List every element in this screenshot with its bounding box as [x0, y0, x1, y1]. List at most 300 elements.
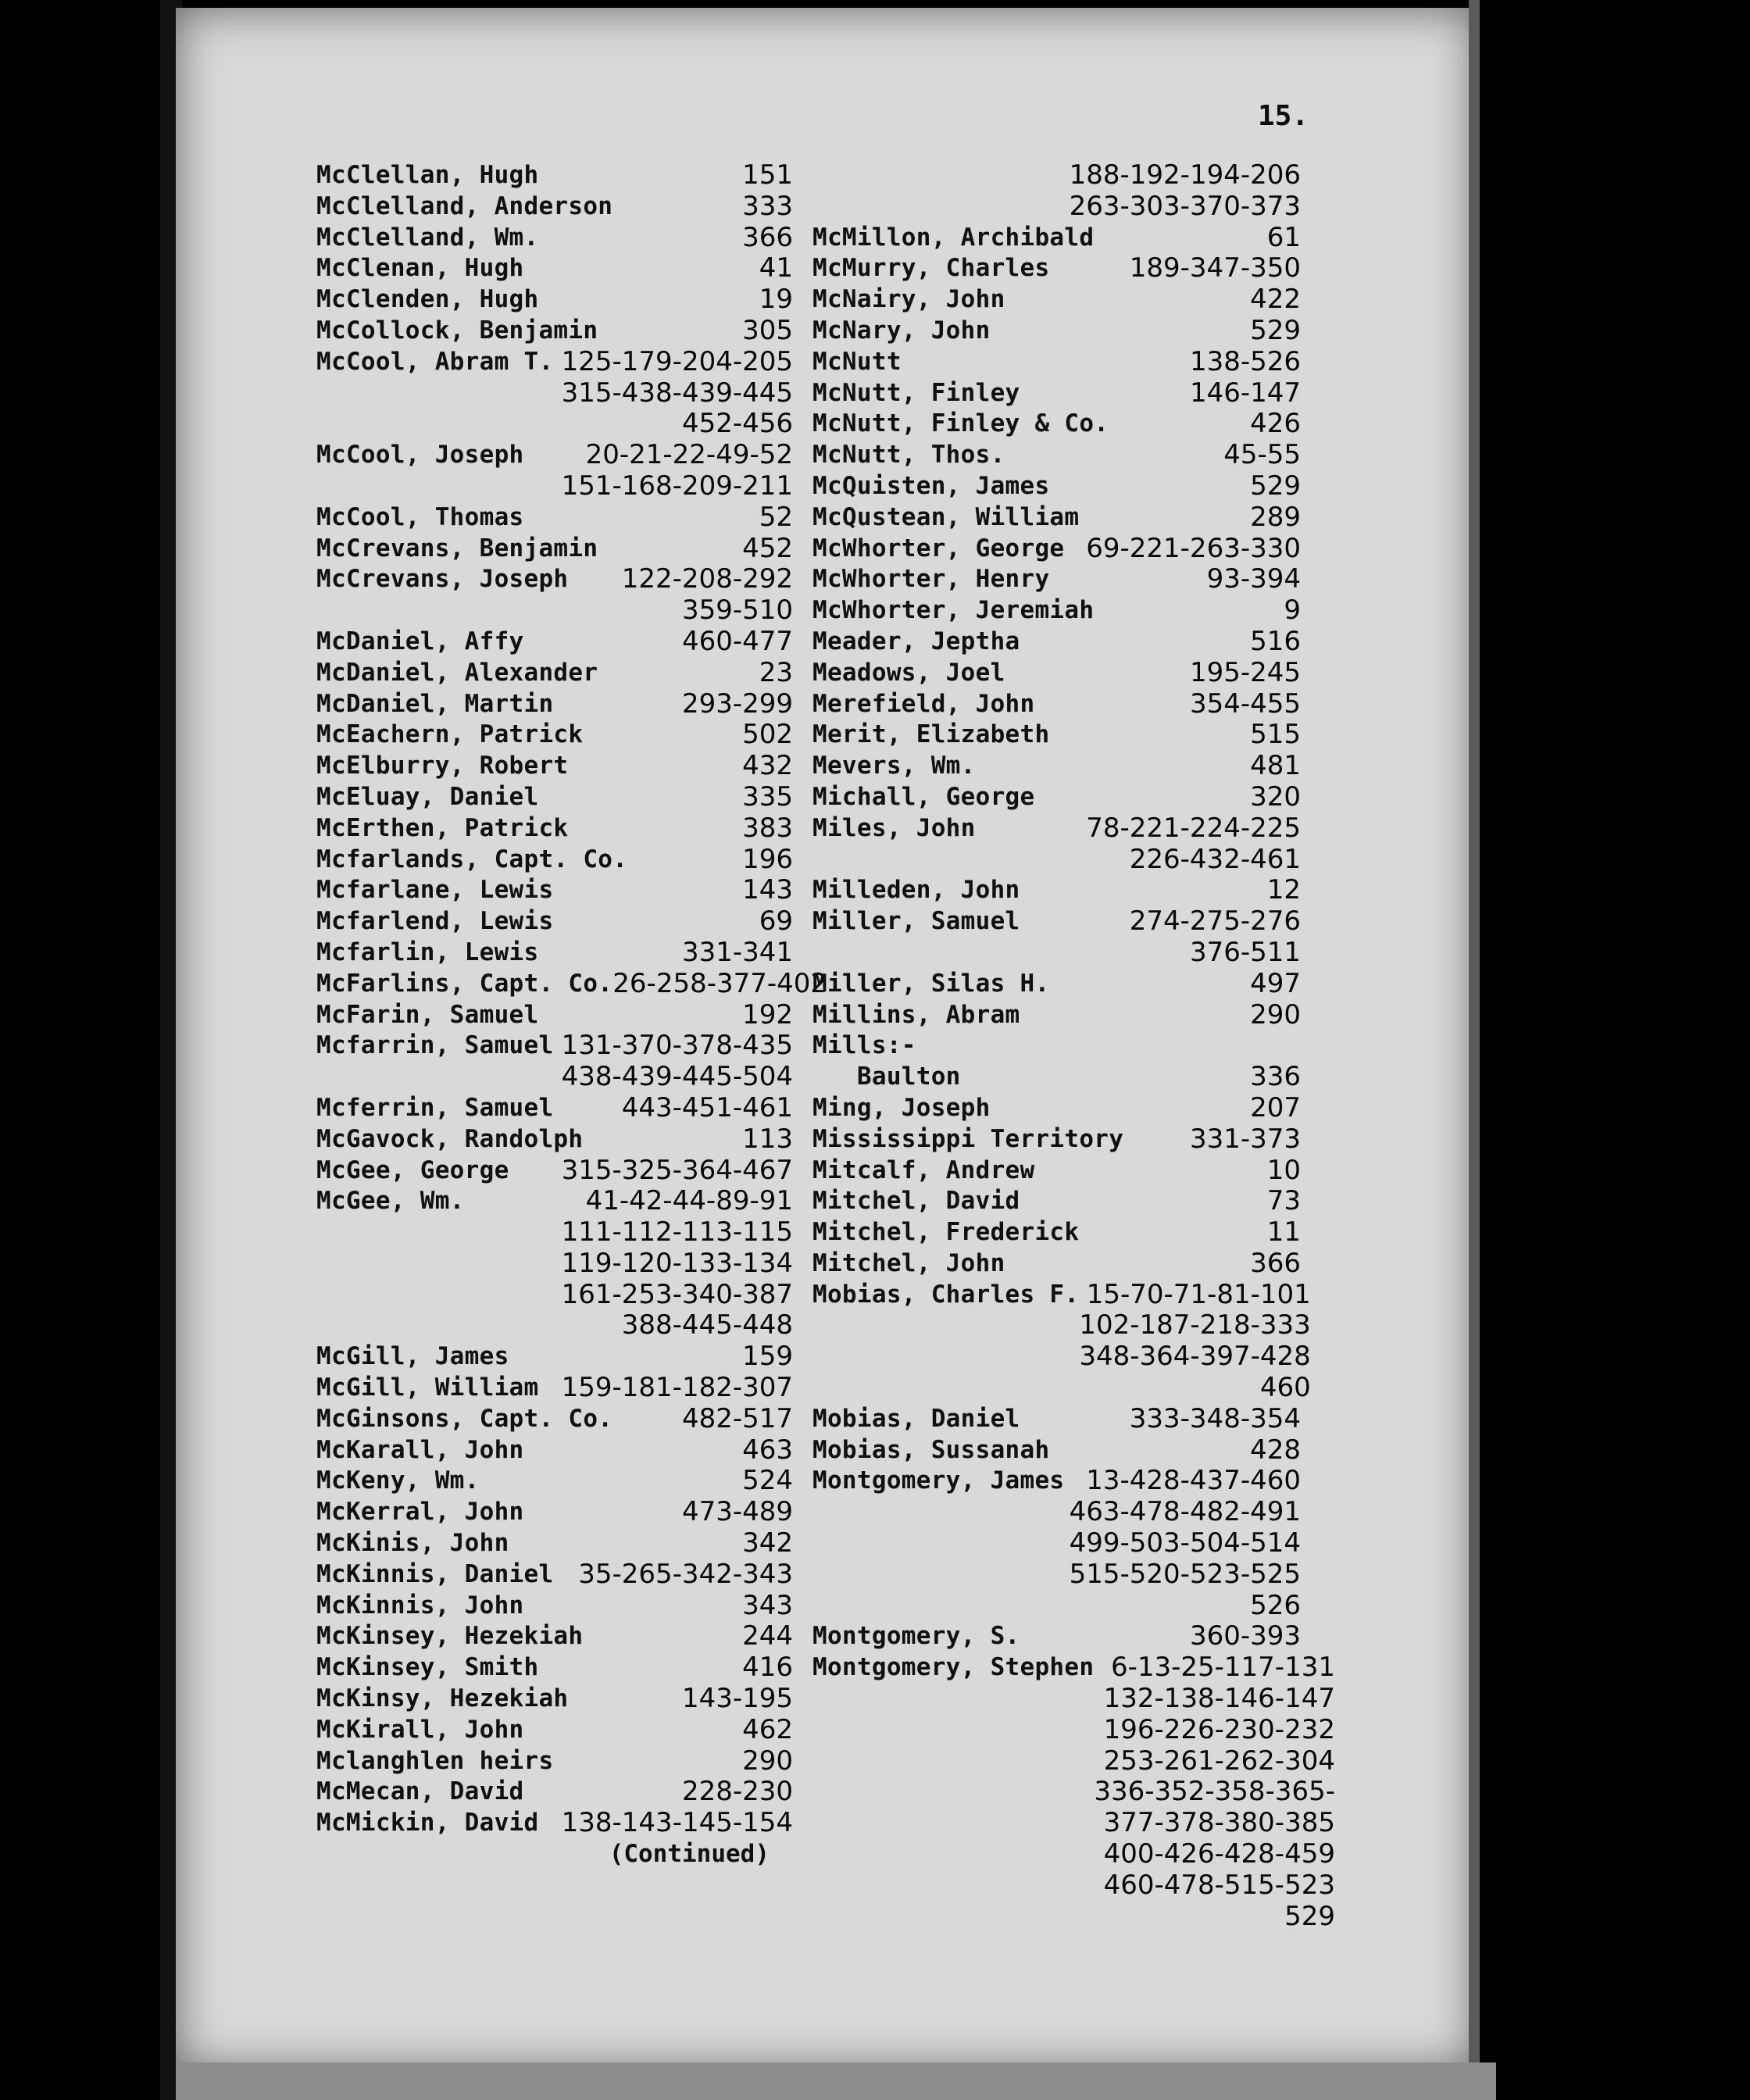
- index-entry: [812, 1000, 1301, 1031]
- entry-pages: [1086, 534, 1301, 565]
- page-references: 263-303-370-373: [1069, 190, 1301, 222]
- entry-pages: [1250, 751, 1301, 782]
- index-entry: [316, 906, 793, 938]
- entry-pages: [682, 1404, 793, 1435]
- page-references: 12: [1266, 874, 1301, 906]
- index-entry: [812, 284, 1301, 316]
- entry-pages: [682, 1684, 793, 1715]
- page-references: 41-42-44-89-91: [585, 1185, 793, 1217]
- entry-pages: [759, 906, 793, 938]
- entry-name: Millins, Abram: [812, 1000, 1020, 1029]
- entry-pages: [742, 534, 793, 565]
- index-entry: [812, 409, 1301, 440]
- entry-pages: [562, 1186, 793, 1341]
- index-entry: [316, 967, 828, 1000]
- index-entry: [316, 1341, 793, 1373]
- entry-name: Montgomery, Stephen: [812, 1653, 1095, 1682]
- page-references: 274-275-276: [1129, 905, 1301, 938]
- entry-pages: [742, 1652, 793, 1684]
- index-entry: [812, 875, 1301, 906]
- entry-name: Mcfarlend, Lewis: [316, 907, 554, 936]
- page-references: 6-13-25-117-131: [1110, 1652, 1335, 1684]
- page-references: 9: [1284, 595, 1301, 627]
- next-page-edge: [176, 2062, 1496, 2100]
- page-references: 529: [1284, 1900, 1335, 1932]
- index-entry: [316, 1559, 793, 1591]
- entry-name: McCool, Joseph: [316, 441, 524, 470]
- entry-name: McKirall, John: [316, 1715, 524, 1744]
- page-references: 515-520-523-525: [1069, 1558, 1301, 1590]
- index-entry: [812, 1124, 1301, 1155]
- entry-pages: [612, 969, 827, 1000]
- page-references: 159-181-182-307: [561, 1372, 793, 1404]
- entry-pages: [742, 720, 793, 751]
- entry-pages: [1250, 1248, 1301, 1280]
- entry-pages: [1250, 1093, 1301, 1124]
- index-entry: [812, 1186, 1301, 1217]
- index-entry: [812, 316, 1301, 347]
- entry-pages: [742, 1466, 793, 1497]
- entry-pages: [562, 1808, 793, 1839]
- index-entry: [316, 1093, 793, 1124]
- entry-pages: [759, 502, 793, 534]
- page-references: 23: [759, 656, 793, 688]
- index-entry: [316, 1373, 793, 1404]
- index-entry: [812, 627, 1301, 658]
- page-references: 400-426-428-459: [1103, 1838, 1335, 1870]
- entry-name: McErthen, Patrick: [316, 813, 569, 842]
- index-entry: [812, 440, 1301, 471]
- page-references: 195-245: [1189, 656, 1301, 688]
- page-references: 161-253-340-387: [561, 1278, 793, 1310]
- index-entry: [812, 502, 1301, 534]
- entry-name: McClellan, Hugh: [316, 161, 539, 189]
- entry-pages: [1070, 1466, 1301, 1621]
- entry-pages: [742, 782, 793, 813]
- page-references: 515: [1250, 719, 1301, 751]
- page-references: 438-439-445-504: [561, 1061, 793, 1093]
- page-references: 226-432-461: [1129, 843, 1301, 875]
- entry-name: Merefield, John: [812, 689, 1035, 718]
- page-references: 207: [1250, 1091, 1301, 1123]
- entry-pages: [742, 191, 793, 223]
- index-entry: [316, 1124, 793, 1155]
- page-references: 146-147: [1189, 377, 1301, 409]
- index-entry: [812, 1652, 1335, 1932]
- entry-pages: [1190, 1124, 1301, 1155]
- index-entry: [812, 720, 1301, 751]
- page-references: 125-179-204-205: [561, 345, 793, 377]
- entry-name: McKinnis, Daniel: [316, 1559, 554, 1588]
- entry-name: McGavock, Randolph: [316, 1124, 584, 1153]
- entry-name: Milleden, John: [812, 876, 1020, 905]
- page-references: 315-438-439-445: [561, 377, 793, 409]
- entry-pages: [1190, 689, 1301, 720]
- entry-name: McNutt, Finley: [812, 378, 1020, 407]
- entry-pages: [1267, 1186, 1301, 1217]
- entry-pages: [1130, 1404, 1301, 1435]
- entry-pages: [562, 1373, 793, 1404]
- page-references: 516: [1250, 625, 1301, 657]
- entry-pages: [1130, 253, 1301, 284]
- index-entry: [812, 1248, 1301, 1280]
- page-references: 228-230: [681, 1776, 793, 1808]
- entry-name: McKinis, John: [316, 1529, 509, 1558]
- entry-pages: [1250, 720, 1301, 751]
- index-entry: [812, 782, 1301, 813]
- page-references: 20-21-22-49-52: [585, 439, 793, 471]
- page-edge: [1469, 0, 1480, 2100]
- entry-name: McKerral, John: [316, 1498, 524, 1527]
- entry-pages: [1086, 813, 1301, 876]
- page-references: 192: [742, 998, 793, 1030]
- index-entry: [812, 595, 1301, 627]
- entry-name: McEluay, Daniel: [316, 782, 539, 811]
- entry-pages: [742, 845, 793, 876]
- page-references: 383: [742, 812, 793, 844]
- entry-pages: [742, 751, 793, 782]
- entry-pages: [1190, 347, 1301, 378]
- entry-name: McKinnis, John: [316, 1591, 524, 1620]
- entry-name: Merit, Elizabeth: [812, 720, 1050, 749]
- entry-pages: [682, 1497, 793, 1528]
- page-references: 35-265-342-343: [578, 1558, 793, 1590]
- page-references: 19: [759, 284, 793, 316]
- page-references: 452: [742, 532, 793, 564]
- index-entry: [316, 658, 793, 689]
- entry-name: McMickin, David: [316, 1809, 539, 1838]
- entry-name: McWhorter, George: [812, 534, 1065, 562]
- page-references: 348-364-397-428: [1079, 1341, 1311, 1373]
- index-entry: [316, 347, 793, 440]
- entry-name: McKinsey, Smith: [316, 1653, 539, 1682]
- page-references: 422: [1250, 284, 1301, 316]
- entry-pages: [1267, 1217, 1301, 1248]
- page-references: 159: [742, 1341, 793, 1373]
- entry-name: McNairy, John: [812, 285, 1005, 314]
- page-references: 428: [1250, 1434, 1301, 1466]
- page-references: 452-456: [681, 408, 793, 440]
- index-entry: [316, 1684, 793, 1715]
- page-references: 359-510: [681, 595, 793, 627]
- index-entry: [316, 627, 793, 658]
- index-entry: [316, 1746, 793, 1777]
- index-entry: [316, 1715, 793, 1746]
- page-references: 331-373: [1189, 1123, 1301, 1155]
- index-entry: [316, 440, 793, 502]
- entry-name: McCool, Abram T.: [316, 347, 554, 376]
- entry-name: McKinsy, Hezekiah: [316, 1684, 569, 1713]
- page-references: 333: [742, 190, 793, 222]
- entry-name: McMecan, David: [316, 1777, 524, 1806]
- index-entry: [316, 1591, 793, 1622]
- page-references: 196-226-230-232: [1103, 1713, 1335, 1745]
- index-entry: [316, 1528, 793, 1559]
- entry-name: Mcferrin, Samuel: [316, 1093, 554, 1122]
- entry-pages: [1190, 658, 1301, 689]
- entry-pages: [742, 1000, 793, 1031]
- index-entry: [812, 534, 1301, 565]
- page-references: 526: [1250, 1589, 1301, 1621]
- index-entry: [812, 1404, 1301, 1435]
- entry-name: Miller, Samuel: [812, 907, 1020, 936]
- entry-name: McNary, John: [812, 316, 991, 345]
- index-entry: [812, 347, 1301, 378]
- entry-name: Montgomery, James: [812, 1466, 1065, 1495]
- left-index-column: [316, 159, 828, 1870]
- index-entry: [316, 191, 793, 223]
- entry-name: Mitchel, David: [812, 1187, 1020, 1216]
- entry-pages: [742, 813, 793, 845]
- entry-name: McElburry, Robert: [316, 752, 569, 780]
- page-references: 188-192-194-206: [1069, 159, 1301, 191]
- page-references: 481: [1250, 750, 1301, 782]
- page-references: 482-517: [681, 1402, 793, 1434]
- page-references: 131-370-378-435: [561, 1030, 793, 1062]
- page-references: 333-348-354: [1129, 1402, 1301, 1434]
- index-entry: [316, 223, 793, 254]
- entry-name: McFarin, Samuel: [316, 1000, 539, 1029]
- entry-name: Meadows, Joel: [812, 658, 1005, 687]
- page-references: 460: [1259, 1372, 1311, 1404]
- page-references: 432: [742, 750, 793, 782]
- index-entry: [316, 1030, 793, 1093]
- page-references: 426: [1250, 408, 1301, 440]
- entry-name: McFarlins, Capt. Co.: [316, 969, 613, 998]
- index-entry: [812, 471, 1301, 502]
- right-index-column: [812, 159, 1335, 1932]
- page-references: 41: [759, 252, 793, 284]
- entry-pages: [759, 284, 793, 316]
- entry-pages: [1190, 1621, 1301, 1652]
- entry-name: McMillon, Archibald: [812, 223, 1095, 252]
- page-references: 320: [1250, 780, 1301, 812]
- page-references: 335: [742, 780, 793, 812]
- page-references: 138-143-145-154: [561, 1807, 793, 1839]
- entry-pages: [742, 1715, 793, 1746]
- entry-name: Mcfarlands, Capt. Co.: [316, 845, 628, 873]
- entry-name: Mcfarlane, Lewis: [316, 876, 554, 905]
- page-number: 15.: [1258, 100, 1309, 132]
- page-references: 290: [1250, 998, 1301, 1030]
- entry-pages: [742, 1435, 793, 1466]
- page-references: 122-208-292: [621, 563, 793, 595]
- index-entry: [812, 751, 1301, 782]
- page-references: 69-221-263-330: [1086, 532, 1301, 564]
- entry-name: Mobias, Sussanah: [812, 1435, 1050, 1464]
- page-references: 61: [1266, 221, 1301, 253]
- entry-pages: [742, 160, 793, 191]
- page-references: 93-394: [1206, 563, 1301, 595]
- index-entry: [812, 689, 1301, 720]
- entry-pages: [578, 1559, 793, 1591]
- page-references: 463: [742, 1434, 793, 1466]
- index-entry: [316, 564, 793, 627]
- entry-name: Mobias, Daniel: [812, 1404, 1020, 1433]
- continued-note: (Continued): [609, 1840, 770, 1869]
- entry-name: McKeny, Wm.: [316, 1466, 480, 1495]
- index-entry: [316, 534, 793, 565]
- page-references: 15-70-71-81-101: [1086, 1278, 1311, 1310]
- page-references: 502: [742, 719, 793, 751]
- index-entry: [316, 1777, 793, 1808]
- page-references: 529: [1250, 314, 1301, 346]
- page-references: 111-112-113-115: [561, 1216, 793, 1248]
- index-entry: [812, 160, 1301, 223]
- index-entry: [316, 1621, 793, 1652]
- index-entry: [316, 1404, 793, 1435]
- page-references: 138-526: [1189, 345, 1301, 377]
- entry-name: McQustean, William: [812, 502, 1080, 531]
- page-references: 52: [759, 501, 793, 533]
- entry-pages: [1250, 316, 1301, 347]
- entry-name: Baulton: [812, 1062, 961, 1091]
- page-references: 143: [742, 874, 793, 906]
- entry-name: Mississippi Territory: [812, 1124, 1124, 1153]
- entry-pages: [742, 1746, 793, 1777]
- index-entry: [316, 1155, 793, 1187]
- entry-name: McWhorter, Jeremiah: [812, 596, 1095, 625]
- page-references: 11: [1266, 1216, 1301, 1248]
- entry-name: McGill, James: [316, 1342, 509, 1371]
- page-references: 336-352-358-365-: [1094, 1776, 1335, 1808]
- page-references: 189-347-350: [1129, 252, 1301, 284]
- entry-pages: [742, 1528, 793, 1559]
- page-references: 119-120-133-134: [561, 1247, 793, 1279]
- entry-pages: [1267, 875, 1301, 906]
- index-entry: [812, 1435, 1301, 1466]
- entry-name: Mobias, Charles F.: [812, 1280, 1080, 1309]
- entry-pages: [742, 1341, 793, 1373]
- page-references: 460-477: [681, 625, 793, 657]
- entry-pages: [622, 1093, 793, 1124]
- page-references: 26-258-377-402: [612, 967, 828, 999]
- entry-pages: [742, 1621, 793, 1652]
- entry-pages: [1250, 627, 1301, 658]
- entry-name: Michall, George: [812, 782, 1035, 811]
- entry-name: McCollock, Benjamin: [316, 316, 598, 345]
- entry-pages: [742, 316, 793, 347]
- page-references: 45-55: [1223, 439, 1301, 471]
- index-entry: [316, 689, 793, 720]
- entry-pages: [1223, 440, 1301, 471]
- entry-pages: [682, 938, 793, 969]
- entry-pages: [682, 627, 793, 658]
- entry-pages: [1094, 1652, 1335, 1932]
- page-references: 342: [742, 1527, 793, 1559]
- page-references: 377-378-380-385: [1103, 1807, 1335, 1839]
- index-entry: [316, 1808, 793, 1839]
- index-entry: [812, 1062, 1301, 1093]
- entry-name: Ming, Joseph: [812, 1093, 991, 1122]
- page-references: 388-445-448: [621, 1309, 793, 1341]
- entry-name: McQuisten, James: [812, 471, 1050, 500]
- page-references: 244: [742, 1620, 793, 1652]
- index-entry: [316, 875, 793, 906]
- page-references: 143-195: [681, 1683, 793, 1715]
- entry-pages: [742, 1124, 793, 1155]
- entry-pages: [1250, 502, 1301, 534]
- page-references: 460-478-515-523: [1103, 1869, 1335, 1901]
- index-entry: [316, 284, 793, 316]
- entry-pages: [1190, 378, 1301, 409]
- entry-pages: [562, 347, 793, 440]
- entry-name: McCool, Thomas: [316, 502, 524, 531]
- page-references: 343: [742, 1589, 793, 1621]
- entry-pages: [1250, 1435, 1301, 1466]
- entry-name: McGee, Wm.: [316, 1187, 465, 1216]
- index-entry: [316, 160, 793, 191]
- index-entry: [316, 1186, 793, 1341]
- page-references: 10: [1266, 1154, 1301, 1186]
- page-references: 69: [759, 905, 793, 938]
- index-entry: [316, 782, 793, 813]
- page-references: 499-503-504-514: [1069, 1527, 1301, 1559]
- entry-name: Montgomery, S.: [812, 1622, 1020, 1651]
- entry-name: McNutt, Finley & Co.: [812, 409, 1109, 438]
- entry-pages: [682, 689, 793, 720]
- index-entry: [812, 1278, 1311, 1404]
- index-entry: [812, 378, 1301, 409]
- entry-pages: [1207, 564, 1301, 595]
- entry-pages: [1250, 782, 1301, 813]
- entry-pages: [742, 1591, 793, 1622]
- entry-pages: [1250, 409, 1301, 440]
- index-entry: [316, 1497, 793, 1528]
- page-references: 132-138-146-147: [1103, 1683, 1335, 1715]
- page-references: 293-299: [681, 688, 793, 720]
- entry-pages: [759, 658, 793, 689]
- index-entry: [812, 1093, 1301, 1124]
- entry-name: Miles, John: [812, 813, 976, 842]
- entry-name: Mcfarrin, Samuel: [316, 1031, 554, 1060]
- entry-pages: [1250, 969, 1301, 1000]
- entry-name: McGill, William: [316, 1373, 539, 1402]
- entry-name: Mitcalf, Andrew: [812, 1155, 1035, 1184]
- page-references: 443-451-461: [621, 1091, 793, 1123]
- entry-name: McKinsey, Hezekiah: [316, 1622, 584, 1651]
- entry-pages: [742, 223, 793, 254]
- index-entry: [812, 906, 1301, 969]
- index-entry: [316, 1000, 793, 1031]
- page-references: 196: [742, 843, 793, 875]
- entry-name: McGinsons, Capt. Co.: [316, 1404, 613, 1433]
- page-references: 315-325-364-467: [561, 1154, 793, 1186]
- entry-pages: [1250, 471, 1301, 502]
- page-references: 360-393: [1189, 1620, 1301, 1652]
- entry-name: McDaniel, Affy: [316, 627, 524, 655]
- entry-name: Mitchel, Frederick: [812, 1218, 1080, 1247]
- index-entry: [812, 658, 1301, 689]
- entry-name: McKarall, John: [316, 1435, 524, 1464]
- entry-name: McWhorter, Henry: [812, 565, 1050, 594]
- index-entry: [812, 1155, 1301, 1187]
- index-entry: [316, 720, 793, 751]
- entry-name: McNutt, Thos.: [812, 441, 1005, 470]
- index-entry: [812, 564, 1301, 595]
- page-references: 416: [742, 1652, 793, 1684]
- page-references: 13-428-437-460: [1086, 1465, 1301, 1497]
- page-references: 290: [742, 1745, 793, 1777]
- entry-pages: [1267, 1155, 1301, 1187]
- entry-name: Mclanghlen heirs: [316, 1746, 554, 1775]
- index-entry: [316, 751, 793, 782]
- entry-pages: [1250, 1062, 1301, 1093]
- page-references: 366: [742, 221, 793, 253]
- entry-pages: [1267, 223, 1301, 254]
- index-entry: [812, 1217, 1301, 1248]
- page-references: 497: [1250, 967, 1301, 999]
